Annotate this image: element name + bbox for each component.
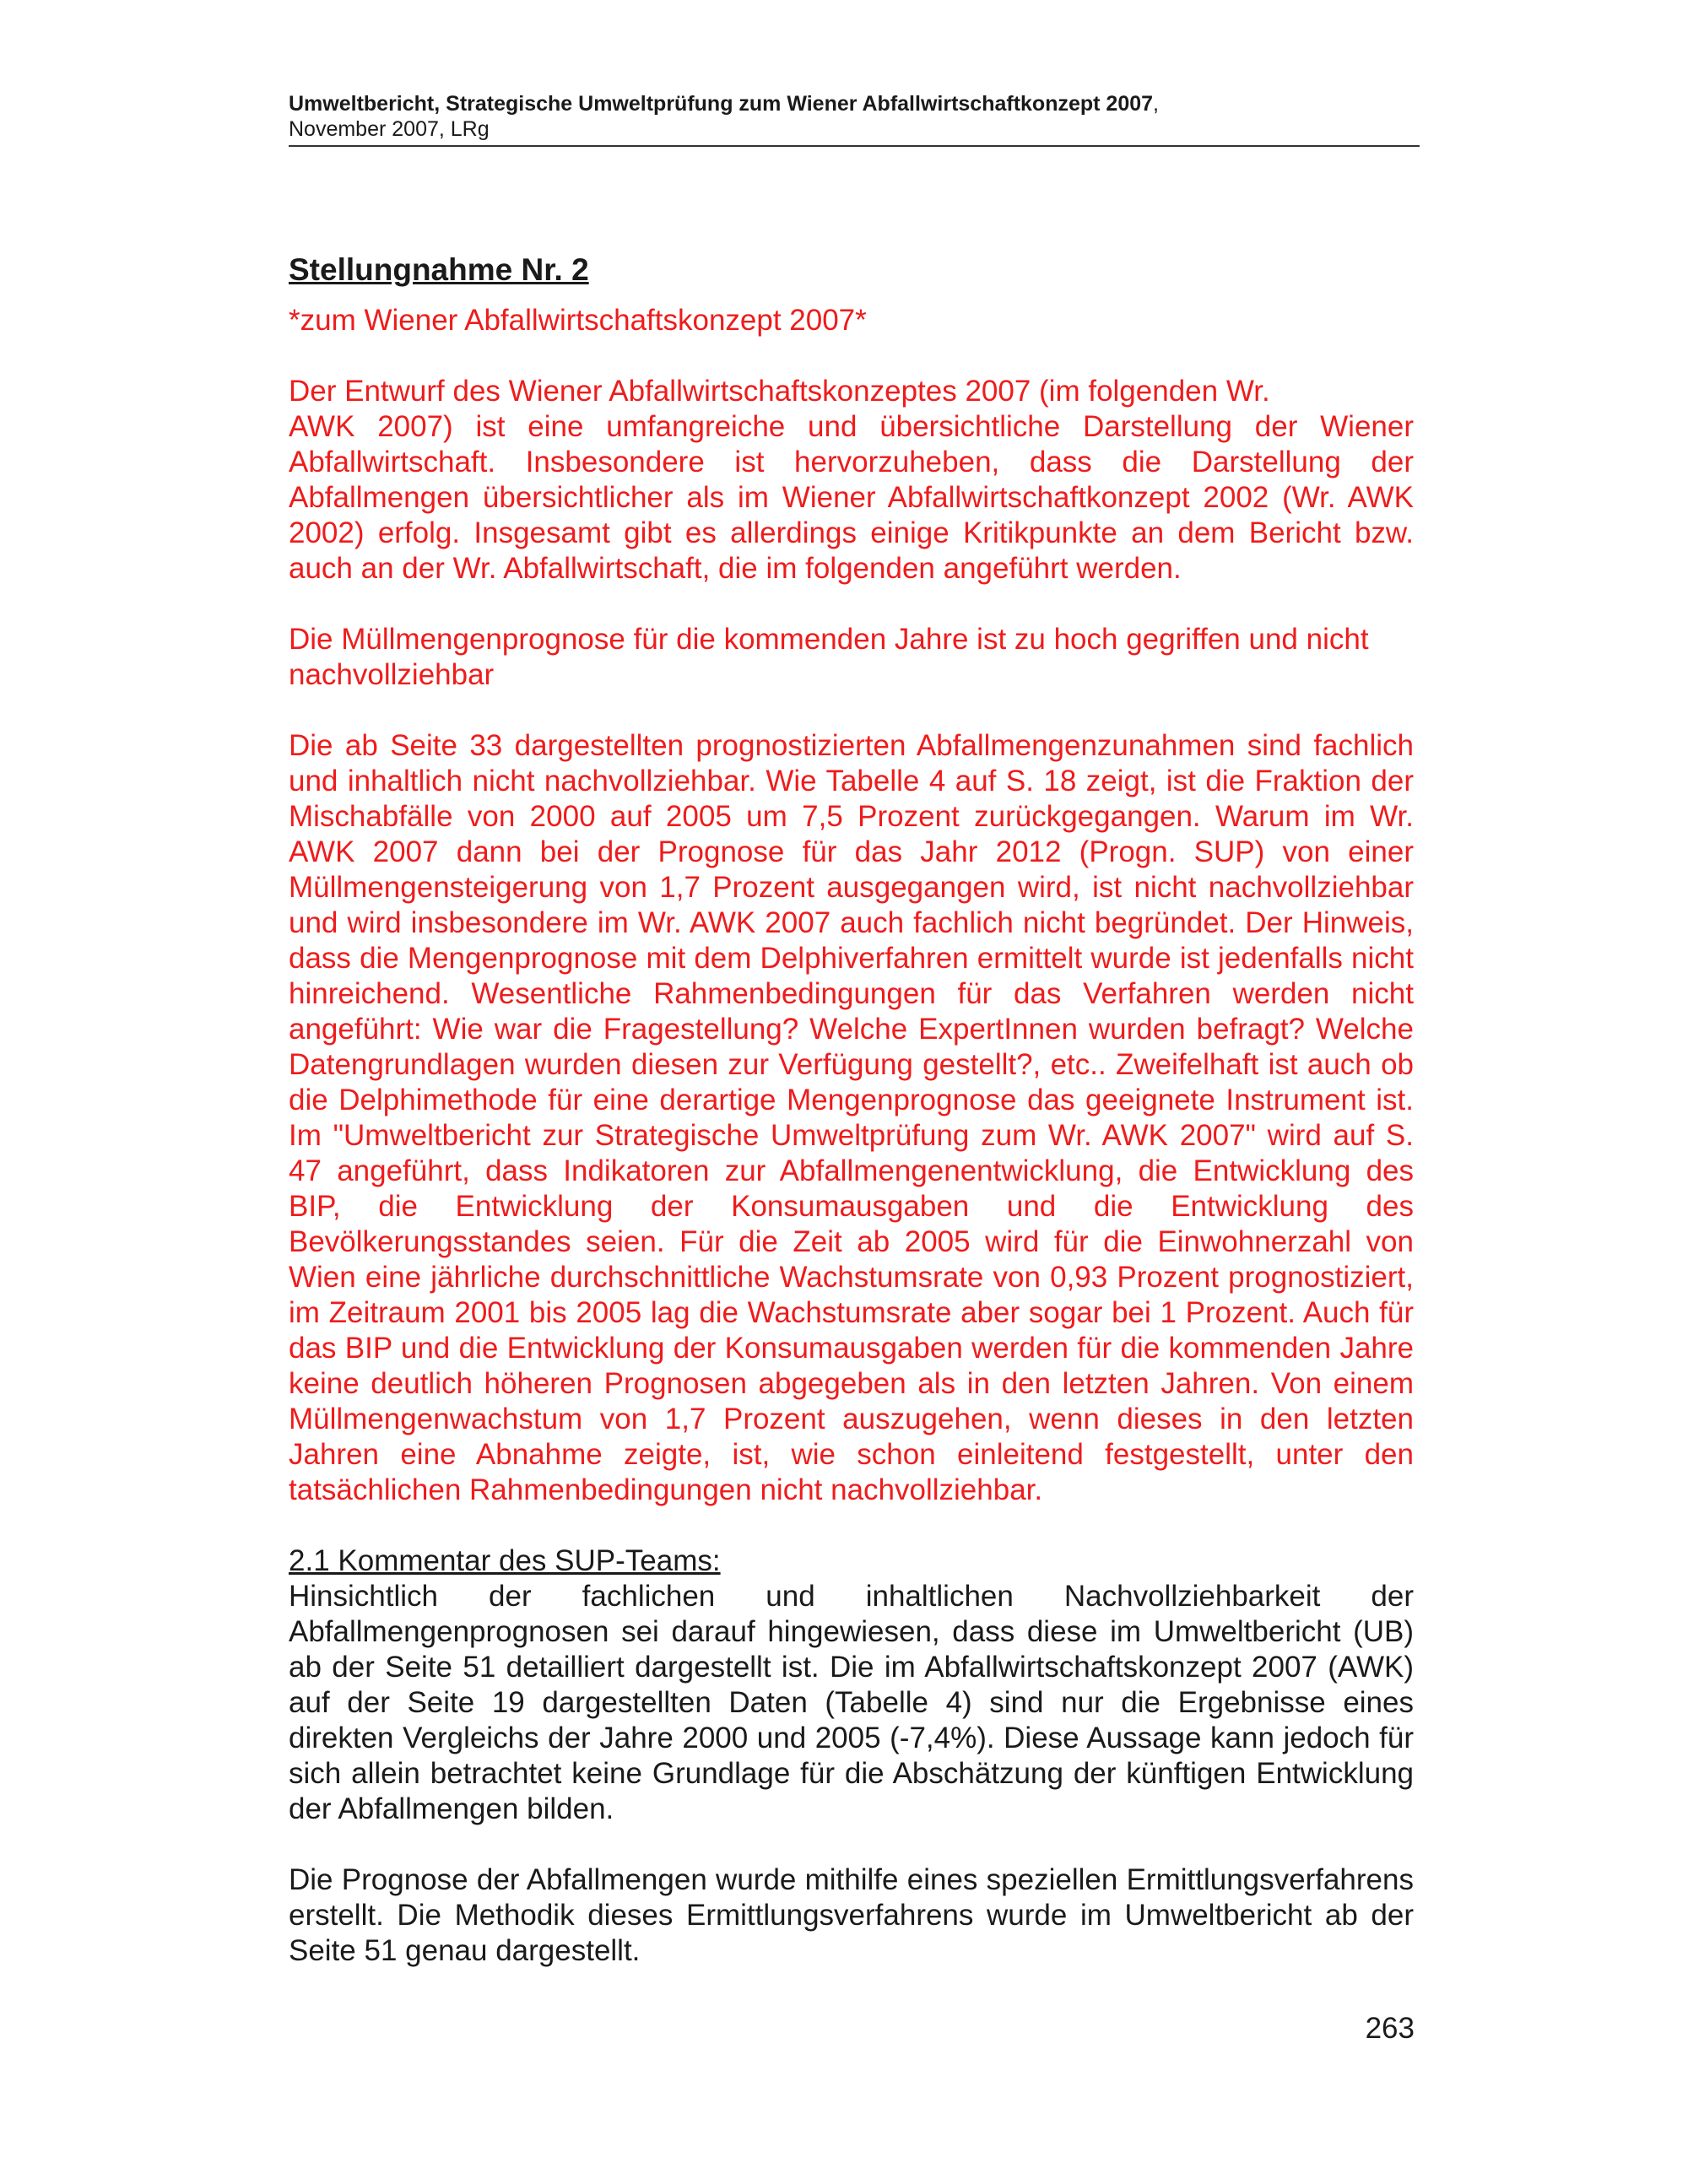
spacer <box>289 693 1414 728</box>
header-title: Umweltbericht, Strategische Umweltprüfung zum Wiener Abfallwirtschaftkonzept 2007 <box>289 92 1154 116</box>
statement-paragraph-3: Die ab Seite 33 dargestellten prognostizierten Abfallmengenzunahmen sind fachlich und inhaltlich nicht nachvollziehbar. Wie Tabelle 4 auf S. 18 zeigt, ist die Fraktion der Mischabfälle von 2000 auf 2005 um 7,5 Prozent zurückgegangen. Warum im Wr. AWK 2007 dann bei der Prognose für das Jahr 2012 (Progn. SUP) von einer Müllmengensteigerung von 1,7 Prozent ausgegangen wird, ist nicht nachvollziehbar und wird insbesondere im Wr. AWK 2007 auch fachlich nicht begründet. Der Hinweis, dass die Mengenprognose mit dem Delphiverfahren ermittelt wurde ist jedenfalls nicht hinreichend. Wesentliche Rahmenbedingungen für das Verfahren werden nicht angeführt: Wie war die Fragestellung? Welche ExpertInnen wurden befragt? Welche Datengrundlagen wurden diesen zur Verfügung gestellt?, etc.. Zweifelhaft ist auch ob die Delphimethode für eine derartige Mengenprognose das geeignete Instrument ist. Im "Umweltbericht zur Strategische Umweltprüfung zum Wr. AWK 2007" wird auf S. 47 angeführt, dass Indikatoren zur Abfallmengenentwicklung, die Entwicklung des BIP, die Entwicklung der Konsumausgaben und die Entwicklung des Bevölkerungsstandes seien. Für die Zeit ab 2005 wird für die Einwohnerzahl von Wien eine jährliche durchschnittliche Wachstumsrate von 0,93 Prozent prognostiziert, im Zeitraum 2001 bis 2005 lag die Wachstumsrate aber sogar bei 1 Prozent. Auch für das BIP und die Entwicklung der Konsumausgaben werden für die kommenden Jahre keine deutlich höheren Prognosen abgegeben als in den letzten Jahren. Von einem Müllmengenwachstum von 1,7 Prozent auszugehen, wenn dieses in den letzten Jahren eine Abnahme zeigte, ist, wie schon einleitend festgestellt, unter den tatsächlichen Rahmenbedingungen nicht nachvollziehbar. <box>289 729 1414 1506</box>
page-content <box>289 249 1414 1969</box>
header-title-line <box>289 91 1420 116</box>
statement-paragraph-1: AWK 2007) ist eine umfangreiche und übersichtliche Darstellung der Wiener Abfallwirtschaft. Insbesondere ist hervorzuheben, dass die Darstellung der Abfallmengen übersichtlicher als im Wiener Abfallwirtschaftkonzept 2002 (Wr. AWK 2002) erfolg. Insgesamt gibt es allerdings einige Kritikpunkte an dem Bericht bzw. auch an der Wr. Abfallwirtschaft, die im folgenden angeführt werden. <box>289 410 1414 585</box>
page-number: 263 <box>1365 2012 1415 2045</box>
comment-heading: 2.1 Kommentar des SUP-Teams: <box>289 1544 721 1577</box>
statement-paragraph-1-first-line: Der Entwurf des Wiener Abfallwirtschaftskonzeptes 2007 (im folgenden Wr. <box>289 375 1270 408</box>
header-title-suffix: , <box>1153 92 1159 116</box>
statement-paragraph-2: Die Müllmengenprognose für die kommenden Jahre ist zu hoch gegriffen und nicht nachvollziehbar <box>289 623 1369 691</box>
spacer <box>289 1508 1414 1543</box>
comment-paragraph-2: Die Prognose der Abfallmengen wurde mithilfe eines speziellen Ermittlungsverfahrens erstellt. Die Methodik dieses Ermittlungsverfahrens wurde im Umweltbericht ab der Seite 51 genau dargestellt. <box>289 1863 1414 1967</box>
spacer <box>289 1827 1414 1862</box>
spacer <box>289 587 1414 622</box>
header-subtitle: November 2007, LRg <box>289 117 490 141</box>
page-header <box>289 91 1420 147</box>
statement-heading: Stellungnahme Nr. 2 <box>289 252 589 287</box>
statement-subtitle: *zum Wiener Abfallwirtschaftskonzept 2007* <box>289 304 867 337</box>
comment-paragraph-1: Hinsichtlich der fachlichen und inhaltlichen Nachvollziehbarkeit der Abfallmengenprognosen sei darauf hingewiesen, dass diese im Umweltbericht (UB) ab der Seite 51 detailliert dargestellt ist. Die im Abfallwirtschaftskonzept 2007 (AWK) auf der Seite 19 dargestellten Daten (Tabelle 4) sind nur die Ergebnisse eines direkten Vergleichs der Jahre 2000 und 2005 (-7,4%). Diese Aussage kann jedoch für sich allein betrachtet keine Grundlage für die Abschätzung der künftigen Entwicklung der Abfallmengen bilden. <box>289 1580 1414 1825</box>
